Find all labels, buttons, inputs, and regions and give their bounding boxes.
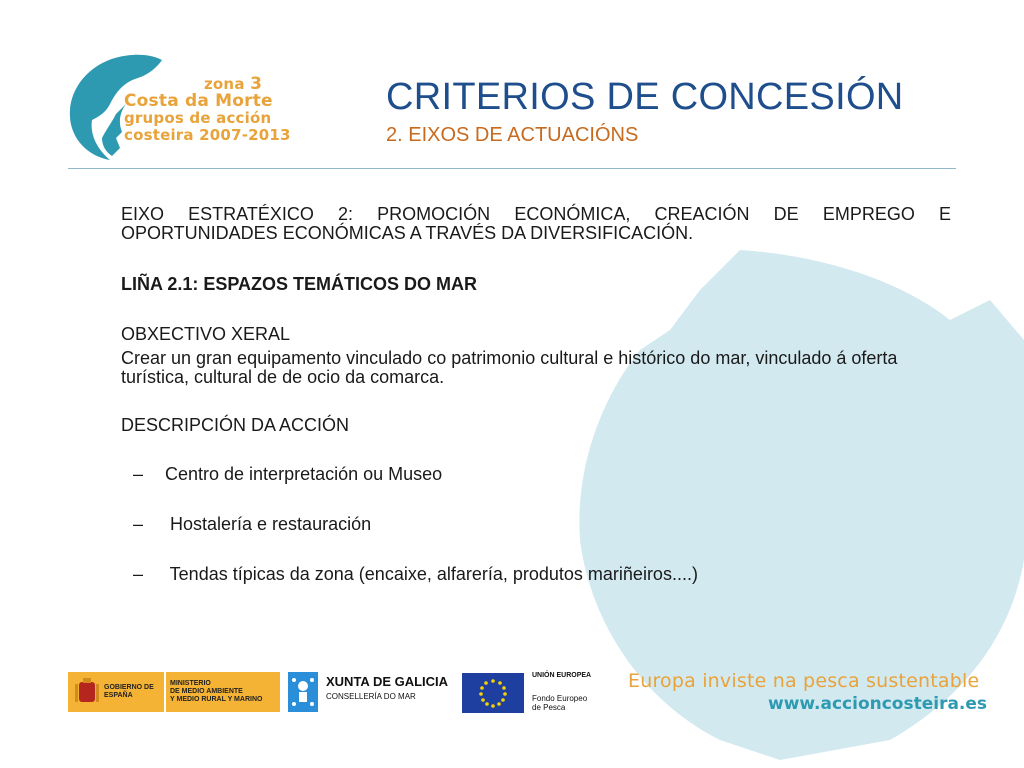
eu-flag-icon <box>462 673 524 713</box>
gobierno-label: GOBIERNO DE ESPAÑA <box>104 684 154 699</box>
footer-logos <box>0 660 1024 720</box>
list-item <box>133 565 698 584</box>
conselleria-label: CONSELLERÍA DO MAR <box>326 692 416 701</box>
logo-costa: Costa da Morte <box>124 91 273 111</box>
spain-crest-icon <box>74 676 100 708</box>
ministerio-line-3: Y MEDIO RURAL Y MARINO <box>170 696 263 703</box>
xunta-label: XUNTA DE GALICIA <box>326 674 449 689</box>
gobierno-espana-logo <box>68 672 164 712</box>
bullet-text: Tendas típicas da zona (encaixe, alfarería, produtos mariñeiros....) <box>165 564 698 584</box>
page-subtitle: 2. EIXOS DE ACTUACIÓNS <box>386 124 639 146</box>
ministerio-logo <box>166 672 280 712</box>
bullet-dash-icon: – <box>133 564 144 584</box>
bullet-text: Centro de interpretación ou Museo <box>165 464 443 484</box>
ministerio-line-2: DE MEDIO AMBIENTE <box>170 688 243 695</box>
obxectivo-heading: OBXECTIVO XERAL <box>121 324 291 344</box>
logo-zone-number: 3 <box>250 74 263 94</box>
logo-costeira: costeira 2007-2013 <box>124 126 291 144</box>
xunta-emblem-icon <box>288 672 318 712</box>
header-divider <box>68 168 956 169</box>
ministerio-label <box>166 680 262 704</box>
bullet-dash-icon: – <box>133 464 144 484</box>
eixo-paragraph: EIXO ESTRATÉXICO 2: PROMOCIÓN ECONÓMICA, CREACIÓN DE EMPREGO E OPORTUNIDADES ECONÓMICAS A TRAVÉS DA DIVERSIFICACIÓN. <box>121 204 951 243</box>
obxectivo-text: Crear un gran equipamento vinculado co patrimonio cultural e histórico do mar, vinculado á oferta turística, cultural de de ocio da comarca. <box>121 348 898 387</box>
website-link[interactable]: www.accioncosteira.es <box>768 694 988 714</box>
ministerio-line-1: MINISTERIO <box>170 680 211 687</box>
list-item <box>133 515 371 534</box>
linha-heading: LIÑA 2.1: ESPAZOS TEMÁTICOS DO MAR <box>121 274 478 294</box>
page-title: CRITERIOS DE CONCESIÓN <box>386 76 904 118</box>
bullet-dash-icon: – <box>133 514 144 534</box>
descricion-heading: DESCRIPCIÓN DA ACCIÓN <box>121 415 350 435</box>
fondo-line-2: de Pesca <box>532 703 566 712</box>
list-item <box>133 465 442 484</box>
fondo-line-1: Fondo Europeo <box>532 694 588 703</box>
logo-grupos: grupos de acción <box>124 109 272 127</box>
eu-title-label: UNIÓN EUROPEA <box>532 672 592 679</box>
fondo-europeo-label <box>532 694 587 712</box>
logo-text-block <box>124 76 291 144</box>
slogan-text: Europa inviste na pesca sustentable <box>628 670 980 692</box>
logo-zone-word: zona <box>204 75 245 93</box>
logo-coast-shape <box>102 104 126 156</box>
bullet-text: Hostalería e restauración <box>165 514 372 534</box>
